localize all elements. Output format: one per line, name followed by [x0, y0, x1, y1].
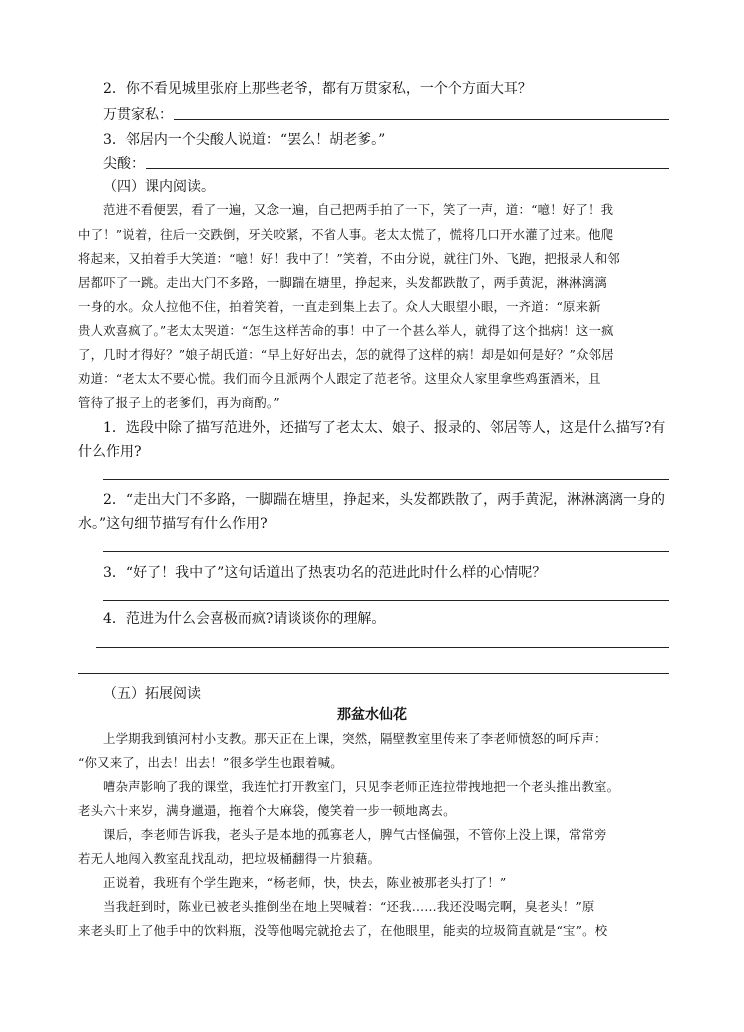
question-4-1: 1．选段中除了描写范进外，还描写了老太太、娘子、报录的、邻居等人，这是什么描写?有 — [103, 420, 666, 436]
question-4-2-cont: 水。”这句细节描写有什么作用? — [78, 516, 268, 532]
q4-4-answer-line-2[interactable] — [78, 673, 669, 674]
question-4-3: 3．“好了！我中了”这句话道出了热衷功名的范进此时什么样的心情呢？ — [103, 565, 547, 581]
q2-answer-line[interactable] — [174, 119, 669, 120]
q4-1-answer-line[interactable] — [103, 479, 669, 480]
question-4-2: 2．“走出大门不多路，一脚踹在塘里，挣起来，头发都跌散了，两手黄泥，淋淋漓漓一身的 — [103, 492, 666, 508]
story-title: 那盆水仙花 — [337, 707, 407, 723]
passage-2-line: 嘈杂声影响了我的课堂，我连忙打开教室门，只见李老师正连拉带拽地把一个老头推出教室。 — [103, 779, 620, 794]
q4-4-answer-line-1[interactable] — [96, 647, 669, 648]
passage-1-line: 劝道：“老太太不要心慌。我们而今且派两个人跟定了范老爷。这里众人家里拿些鸡蛋酒米，且 — [78, 371, 601, 386]
passage-1-line: 居都吓了一跳。走出大门不多路，一脚踹在塘里，挣起来，头发都跌散了，两手黄泥，淋淋漓漓 — [78, 275, 607, 290]
passage-2-line: 课后，李老师告诉我，老头子是本地的孤寡老人，脾气古怪偏强，不管你上没上课，常常旁 — [103, 827, 607, 842]
passage-1-line: 贵人欢喜疯了。”老太太哭道：“怎生这样苦命的事！中了一个甚么举人，就得了这个拙病！这一疯 — [78, 323, 614, 338]
q2-answer-label: 万贯家私： — [103, 107, 173, 123]
passage-1-line: 范进不看便罢，看了一遍，又念一遍，自己把两手拍了一下，笑了一声，道：“噫！好了！我 — [103, 202, 614, 217]
section-5-heading: （五）拓展阅读 — [103, 686, 201, 702]
passage-1-line: 一身的水。众人拉他不住，拍着笑着，一直走到集上去了。众人大眼望小眼，一齐道：“原来新 — [78, 299, 601, 314]
q4-3-answer-line[interactable] — [103, 600, 669, 601]
passage-2-line: 老头六十来岁，满身邋遢，拖着个大麻袋，傻笑着一步一顿地离去。 — [78, 803, 456, 818]
passage-2-line: 若无人地闯入教室乱找乱动，把垃圾桶翻得一片狼藉。 — [78, 851, 381, 866]
question-3: 3．邻居内一个尖酸人说道：“罢么！胡老爹。” — [103, 132, 386, 148]
q4-2-answer-line[interactable] — [103, 551, 669, 552]
q3-answer-line[interactable] — [146, 168, 669, 169]
passage-1-line: 了，几时才得好？”娘子胡氏道：“早上好好出去，怎的就得了这样的病！却是如何是好？”众邻居 — [78, 347, 614, 362]
passage-1-line: 中了！”说着，往后一交跌倒，牙关咬紧，不省人事。老太太慌了，慌将几口开水灌了过来。他爬 — [78, 227, 614, 242]
passage-2-line: 来老头盯上了他手中的饮料瓶，没等他喝完就抢去了，在他眼里，能卖的垃圾简直就是“宝”。校 — [78, 923, 608, 938]
question-4-4: 4．范进为什么会喜极而疯?请谈谈你的理解。 — [103, 611, 386, 627]
section-4-heading: （四）课内阅读。 — [103, 179, 215, 195]
passage-2-line: 当我赶到时，陈业已被老头推倒坐在地上哭喊着：“还我……我还没喝完啊，臭老头！”原 — [103, 899, 595, 914]
question-4-1-cont: 什么作用? — [78, 444, 142, 460]
passage-2-line: 正说着，我班有个学生跑来，“杨老师，快，快去，陈业被那老头打了！” — [103, 875, 507, 890]
passage-2-line: “你又来了，出去！出去！”很多学生也跟着喊。 — [78, 755, 343, 770]
question-2: 2．你不看见城里张府上那些老爷，都有万贯家私，一个个方面大耳？ — [103, 81, 532, 97]
passage-1-line: 将起来，又拍着手大笑道：“噫！好！我中了！”笑着，不由分说，就往门外、飞跑，把报录人和邻 — [78, 251, 620, 266]
passage-2-line: 上学期我到镇河村小支教。那天正在上课，突然，隔壁教室里传来了李老师愤怒的呵斥声： — [103, 731, 607, 746]
passage-1-line: 管待了报子上的老爹们，再为商酌。” — [78, 395, 280, 410]
q3-answer-label: 尖酸： — [103, 156, 145, 172]
